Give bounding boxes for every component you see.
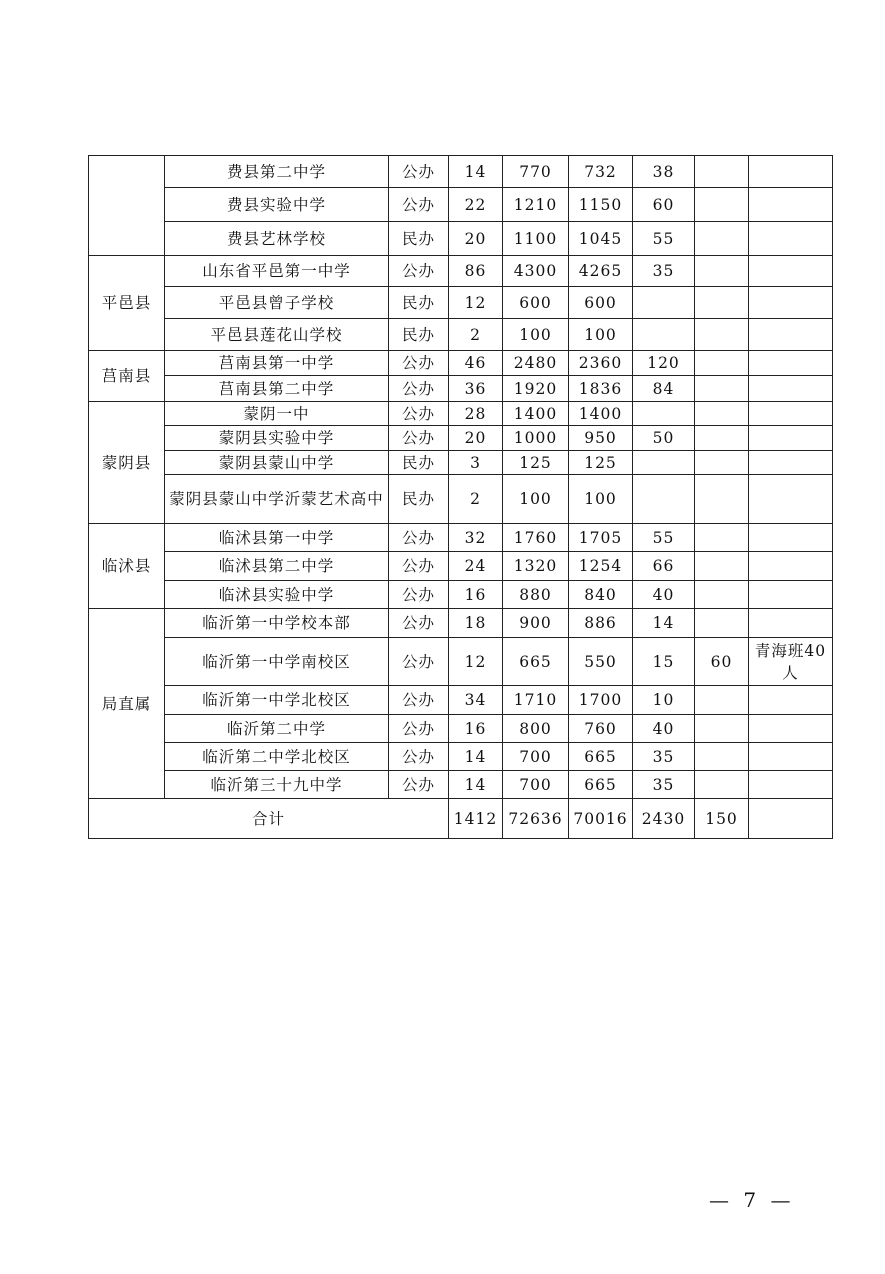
table-row	[89, 188, 833, 222]
table-row	[89, 351, 833, 376]
value-cell: 1700	[569, 686, 633, 715]
school-name: 费县实验中学	[165, 188, 389, 222]
value-cell: 100	[569, 475, 633, 524]
total-label: 合计	[89, 799, 449, 839]
table-row	[89, 609, 833, 638]
value-cell: 1210	[503, 188, 569, 222]
table-row	[89, 581, 833, 609]
value-cell: 4265	[569, 256, 633, 287]
value-cell: 14	[449, 743, 503, 771]
value-cell: 550	[569, 638, 633, 686]
value-cell	[633, 319, 695, 351]
value-cell	[695, 222, 749, 256]
school-type: 民办	[389, 319, 449, 351]
value-cell: 2360	[569, 351, 633, 376]
school-name: 费县艺林学校	[165, 222, 389, 256]
value-cell: 1836	[569, 376, 633, 402]
school-type: 公办	[389, 552, 449, 581]
value-cell	[695, 581, 749, 609]
value-cell: 100	[503, 319, 569, 351]
value-cell: 34	[449, 686, 503, 715]
value-cell: 120	[633, 351, 695, 376]
value-cell: 84	[633, 376, 695, 402]
note-cell	[749, 524, 833, 552]
note-cell	[749, 609, 833, 638]
value-cell: 18	[449, 609, 503, 638]
value-cell	[695, 256, 749, 287]
value-cell: 732	[569, 156, 633, 188]
school-name: 蒙阴县蒙山中学沂蒙艺术高中	[165, 475, 389, 524]
table-row	[89, 156, 833, 188]
value-cell	[695, 686, 749, 715]
school-type: 公办	[389, 771, 449, 799]
value-cell	[695, 609, 749, 638]
value-cell	[633, 287, 695, 319]
note-cell	[749, 581, 833, 609]
note-cell	[749, 156, 833, 188]
note-cell: 青海班40人	[749, 638, 833, 686]
school-type: 公办	[389, 686, 449, 715]
value-cell: 886	[569, 609, 633, 638]
school-name: 临沂第二中学北校区	[165, 743, 389, 771]
value-cell: 2	[449, 319, 503, 351]
value-cell: 1705	[569, 524, 633, 552]
school-name: 临沂第一中学北校区	[165, 686, 389, 715]
value-cell: 900	[503, 609, 569, 638]
table-row	[89, 376, 833, 402]
school-type: 公办	[389, 402, 449, 426]
value-cell: 14	[449, 771, 503, 799]
table-row	[89, 256, 833, 287]
value-cell: 700	[503, 743, 569, 771]
school-name: 莒南县第二中学	[165, 376, 389, 402]
school-type: 公办	[389, 188, 449, 222]
note-cell	[749, 715, 833, 743]
value-cell: 1400	[569, 402, 633, 426]
value-cell: 125	[503, 451, 569, 475]
value-cell: 950	[569, 426, 633, 451]
note-cell	[749, 402, 833, 426]
value-cell: 55	[633, 222, 695, 256]
school-name: 临沂第一中学校本部	[165, 609, 389, 638]
value-cell: 880	[503, 581, 569, 609]
note-cell	[749, 686, 833, 715]
value-cell: 3	[449, 451, 503, 475]
page-number: — 7 —	[709, 1188, 795, 1212]
total-value: 2430	[633, 799, 695, 839]
school-name: 蒙阴县蒙山中学	[165, 451, 389, 475]
total-value: 70016	[569, 799, 633, 839]
school-name: 平邑县曾子学校	[165, 287, 389, 319]
value-cell: 10	[633, 686, 695, 715]
value-cell: 1320	[503, 552, 569, 581]
value-cell: 700	[503, 771, 569, 799]
value-cell: 1920	[503, 376, 569, 402]
district-cell: 蒙阴县	[89, 402, 165, 524]
table-row	[89, 552, 833, 581]
value-cell: 600	[503, 287, 569, 319]
value-cell: 14	[449, 156, 503, 188]
table-row	[89, 426, 833, 451]
value-cell	[695, 426, 749, 451]
table-row	[89, 451, 833, 475]
value-cell	[695, 319, 749, 351]
value-cell: 1710	[503, 686, 569, 715]
school-type: 公办	[389, 581, 449, 609]
district-cell: 平邑县	[89, 256, 165, 351]
value-cell	[633, 402, 695, 426]
district-cell	[89, 156, 165, 256]
value-cell: 1100	[503, 222, 569, 256]
value-cell: 1150	[569, 188, 633, 222]
value-cell: 20	[449, 222, 503, 256]
value-cell: 46	[449, 351, 503, 376]
value-cell: 12	[449, 287, 503, 319]
school-type: 公办	[389, 609, 449, 638]
total-value: 1412	[449, 799, 503, 839]
table-row	[89, 287, 833, 319]
value-cell: 38	[633, 156, 695, 188]
school-type: 公办	[389, 351, 449, 376]
value-cell	[633, 475, 695, 524]
value-cell	[695, 351, 749, 376]
value-cell: 125	[569, 451, 633, 475]
table-row	[89, 319, 833, 351]
value-cell: 15	[633, 638, 695, 686]
total-value: 72636	[503, 799, 569, 839]
value-cell: 665	[569, 771, 633, 799]
note-cell	[749, 256, 833, 287]
value-cell: 4300	[503, 256, 569, 287]
value-cell: 35	[633, 743, 695, 771]
school-name: 莒南县第一中学	[165, 351, 389, 376]
value-cell: 16	[449, 581, 503, 609]
school-type: 民办	[389, 222, 449, 256]
value-cell: 55	[633, 524, 695, 552]
value-cell	[695, 743, 749, 771]
value-cell: 1045	[569, 222, 633, 256]
table-row	[89, 475, 833, 524]
value-cell: 50	[633, 426, 695, 451]
value-cell: 22	[449, 188, 503, 222]
value-cell	[695, 552, 749, 581]
table-row	[89, 771, 833, 799]
table-row	[89, 524, 833, 552]
value-cell	[695, 715, 749, 743]
school-name: 临沭县实验中学	[165, 581, 389, 609]
value-cell: 800	[503, 715, 569, 743]
note-cell	[749, 451, 833, 475]
value-cell	[695, 451, 749, 475]
district-cell: 局直属	[89, 609, 165, 799]
school-name: 临沂第一中学南校区	[165, 638, 389, 686]
value-cell: 66	[633, 552, 695, 581]
school-type: 公办	[389, 743, 449, 771]
value-cell: 24	[449, 552, 503, 581]
school-type: 公办	[389, 256, 449, 287]
value-cell	[695, 156, 749, 188]
note-cell	[749, 552, 833, 581]
value-cell: 40	[633, 581, 695, 609]
enrollment-table	[88, 155, 833, 839]
note-cell	[749, 222, 833, 256]
value-cell: 20	[449, 426, 503, 451]
school-type: 公办	[389, 426, 449, 451]
table-row	[89, 686, 833, 715]
value-cell: 2	[449, 475, 503, 524]
school-type: 公办	[389, 715, 449, 743]
district-cell: 临沭县	[89, 524, 165, 609]
table-row	[89, 715, 833, 743]
value-cell	[695, 402, 749, 426]
value-cell: 1760	[503, 524, 569, 552]
value-cell: 12	[449, 638, 503, 686]
value-cell: 35	[633, 256, 695, 287]
note-cell	[749, 475, 833, 524]
value-cell: 86	[449, 256, 503, 287]
value-cell	[695, 287, 749, 319]
note-cell	[749, 188, 833, 222]
district-cell: 莒南县	[89, 351, 165, 402]
value-cell: 665	[503, 638, 569, 686]
school-name: 费县第二中学	[165, 156, 389, 188]
school-type: 民办	[389, 475, 449, 524]
value-cell	[695, 771, 749, 799]
value-cell: 760	[569, 715, 633, 743]
school-type: 公办	[389, 156, 449, 188]
value-cell	[633, 451, 695, 475]
value-cell: 1000	[503, 426, 569, 451]
school-type: 民办	[389, 287, 449, 319]
school-type: 公办	[389, 638, 449, 686]
value-cell: 14	[633, 609, 695, 638]
value-cell: 60	[695, 638, 749, 686]
school-type: 公办	[389, 376, 449, 402]
table-row	[89, 638, 833, 686]
total-note	[749, 799, 833, 839]
note-cell	[749, 426, 833, 451]
value-cell: 770	[503, 156, 569, 188]
value-cell: 28	[449, 402, 503, 426]
school-name: 临沂第二中学	[165, 715, 389, 743]
value-cell: 2480	[503, 351, 569, 376]
value-cell: 1400	[503, 402, 569, 426]
value-cell: 665	[569, 743, 633, 771]
school-name: 临沂第三十九中学	[165, 771, 389, 799]
school-name: 蒙阴县实验中学	[165, 426, 389, 451]
value-cell: 36	[449, 376, 503, 402]
school-name: 平邑县莲花山学校	[165, 319, 389, 351]
note-cell	[749, 287, 833, 319]
table-row	[89, 743, 833, 771]
value-cell	[695, 188, 749, 222]
value-cell: 40	[633, 715, 695, 743]
note-cell	[749, 743, 833, 771]
note-cell	[749, 771, 833, 799]
value-cell: 60	[633, 188, 695, 222]
value-cell: 840	[569, 581, 633, 609]
value-cell: 600	[569, 287, 633, 319]
value-cell: 35	[633, 771, 695, 799]
value-cell	[695, 475, 749, 524]
total-value: 150	[695, 799, 749, 839]
table-row	[89, 402, 833, 426]
school-type: 公办	[389, 524, 449, 552]
value-cell: 32	[449, 524, 503, 552]
note-cell	[749, 376, 833, 402]
value-cell: 100	[503, 475, 569, 524]
school-name: 临沭县第二中学	[165, 552, 389, 581]
value-cell: 1254	[569, 552, 633, 581]
note-cell	[749, 351, 833, 376]
school-type: 民办	[389, 451, 449, 475]
note-cell	[749, 319, 833, 351]
value-cell	[695, 376, 749, 402]
value-cell	[695, 524, 749, 552]
value-cell: 16	[449, 715, 503, 743]
table-row	[89, 222, 833, 256]
total-row	[89, 799, 833, 839]
school-name: 临沭县第一中学	[165, 524, 389, 552]
school-name: 蒙阴一中	[165, 402, 389, 426]
school-name: 山东省平邑第一中学	[165, 256, 389, 287]
value-cell: 100	[569, 319, 633, 351]
